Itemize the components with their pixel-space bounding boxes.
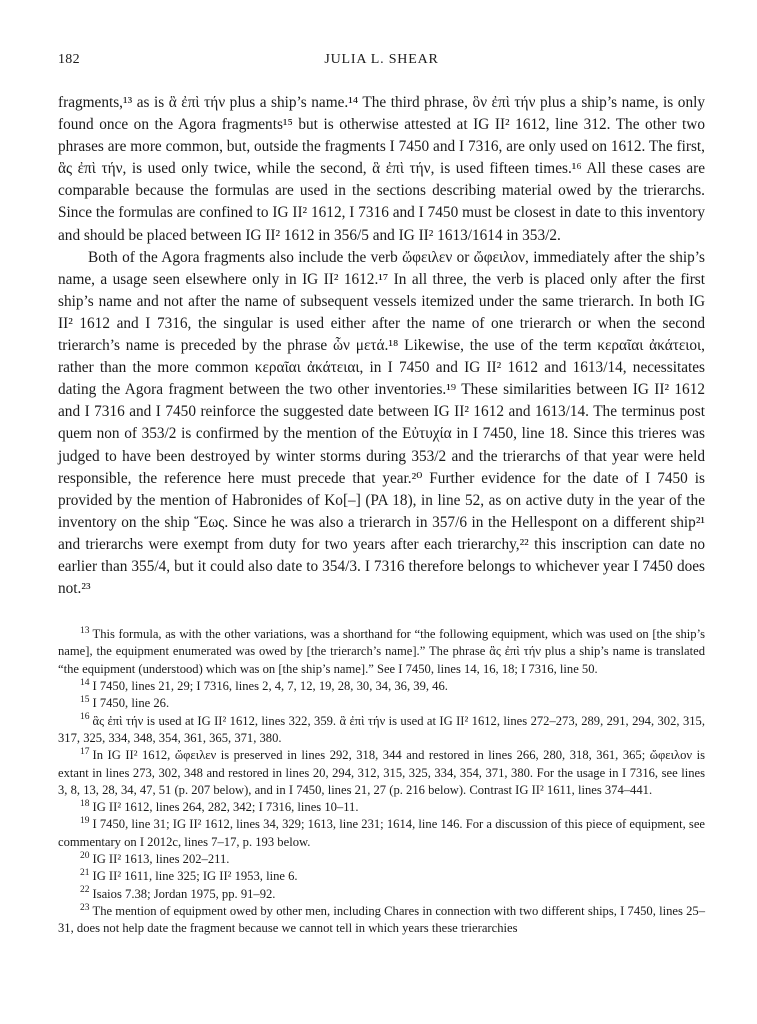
footnote-text: I 7450, line 31; IG II² 1612, lines 34, 329; 1613, line 231; 1614, line 146. For a discussion of this piece of equipment, see commentary on I 2012c, lines 7–17, p. 193 below. (58, 817, 705, 849)
footnote-text: ἃς ἐπὶ τήν is used at IG II² 1612, lines 322, 359. ἃ ἐπὶ τήν is used at IG II² 1612, lines 272–273, 289, 291, 294, 302, 315, 317, 325, 334, 348, 354, 361, 365, 371, 380. (58, 713, 705, 745)
footnote-22 (58, 886, 705, 903)
footnote-20 (58, 851, 705, 868)
footnote-number: 19 (80, 816, 90, 827)
footnote-text: In IG II² 1612, ὤφειλεν is preserved in lines 292, 318, 344 and restored in lines 266, 280, 318, 361, 365; ὤφειλον is extant in lines 273, 302, 348 and restored in lines 20, 294, 312, 315, 325, 334, 354, 371, 380. For the usage in I 7316, see lines 3, 8, 13, 28, 34, 47, 51 (p. 207 below), and in I 7450, lines 21, 27 (p. 216 below). Contrast IG II² 1611, lines 374–441. (58, 748, 705, 797)
footnote-number: 21 (80, 868, 90, 879)
footnote-23 (58, 903, 705, 938)
paragraph-2: Both of the Agora fragments also include the verb ὤφειλεν or ὤφειλον, immediately after the ship’s name, a usage seen elsewhere only in IG II² 1612.¹⁷ In all three, the verb is placed only after the first ship’s name and not after the name of subsequent vessels itemized under the same trierarch. In both IG II² 1612 and I 7316, the singular is used either after the name of one trierarch or when the second trierarch’s name is preceded by the phrase ὧν μετά.¹⁸ Likewise, the use of the term κεραῖαι ἀκάτειοι, rather than the more common κεραῖαι ἀκάτειαι, in I 7450 and IG II² 1612 and 1613/14, necessitates dating the Agora fragment between the two other inventories.¹⁹ These similarities between IG II² 1612 and I 7316 and I 7450 reinforce the suggested date between IG II² 1612 and 1613/14. The terminus post quem non of 353/2 is confirmed by the mention of the Εὐτυχία in I 7450, line 18. Since this trieres was judged to have been destroyed by winter storms during 353/2 and the trierarchs of that year were held responsible, the reference here must precede that year.²⁰ Further evidence for the date of I 7450 is provided by the mention of Habronides of Ko[–] (PA 18), in line 52, as on active duty in the year of the inventory on the ship Ἕως. Since he was also a trierarch in 357/6 in the Hellespont on a different ship²¹ and trierarchs were exempt from duty for two years after each trierarchy,²² this inscription can date no earlier than 355/4, but it could also date to 354/3. I 7316 therefore belongs to whichever year I 7450 does not.²³ (58, 248, 705, 598)
footnote-14 (58, 678, 705, 695)
footnote-number: 23 (80, 902, 90, 913)
footnote-text: I 7450, lines 21, 29; I 7316, lines 2, 4, 7, 12, 19, 28, 30, 34, 36, 39, 46. (92, 679, 448, 694)
footnote-number: 17 (80, 747, 90, 758)
running-header (58, 52, 705, 74)
footnote-15 (58, 695, 705, 712)
footnote-text: The mention of equipment owed by other men, including Chares in connection with two different ships, I 7450, lines 25–31, does not help date the fragment because we cannot tell in which years these trierarchies (58, 903, 705, 936)
footnote-number: 16 (80, 712, 90, 723)
footnote-text: IG II² 1612, lines 264, 282, 342; I 7316, lines 10–11. (92, 800, 359, 815)
footnote-text: I 7450, line 26. (92, 696, 170, 711)
footnote-number: 15 (80, 695, 90, 706)
footnote-text: IG II² 1611, line 325; IG II² 1953, line 6. (92, 869, 298, 884)
footnote-13 (58, 626, 705, 678)
body-text (58, 92, 705, 600)
footnote-19 (58, 816, 705, 851)
footnote-number: 22 (80, 885, 90, 896)
footnote-number: 20 (80, 850, 90, 861)
running-head-author: JULIA L. SHEAR (324, 52, 439, 67)
footnote-17 (58, 747, 705, 799)
footnote-18 (58, 799, 705, 816)
footnote-21 (58, 868, 705, 885)
footnote-number: 14 (80, 677, 90, 688)
footnote-text: Isaios 7.38; Jordan 1975, pp. 91–92. (92, 886, 276, 901)
page-number: 182 (58, 52, 80, 67)
footnotes (58, 626, 705, 937)
footnote-text: IG II² 1613, lines 202–211. (92, 852, 230, 867)
paragraph-1: fragments,¹³ as is ἃ ἐπὶ τήν plus a ship’s name.¹⁴ The third phrase, ὃν ἐπὶ τήν plus a ship’s name, is only found once on the Agora fragments¹⁵ but is otherwise attested at IG II² 1612, line 312. The other two phrases are more common, but, outside the fragments I 7450 and I 7316, are only used on 1612. The first, ἃς ἐπὶ τήν, is used only twice, while the second, ἃ ἐπὶ τήν, is used fifteen times.¹⁶ All these cases are comparable because the formulas are used in the sections describing material owed by the trierarchs. Since the formulas are confined to IG II² 1612, I 7316 and I 7450 must be closest in date to this inventory and should be placed between IG II² 1612 in 356/5 and IG II² 1613/1614 in 353/2. (58, 94, 705, 244)
footnote-16 (58, 713, 705, 748)
footnote-number: 18 (80, 798, 90, 809)
footnote-text: This formula, as with the other variations, was a shorthand for “the following equipment, which was used on [the ship’s name], the equipment enumerated was owed by [the trierarch’s name].” The phrase ἃς ἐπὶ τήν plus a ship’s name is translated “the equipment (understood) which was on [the ship’s name].” See I 7450, lines 14, 16, 18; I 7316, line 50. (58, 627, 705, 676)
footnote-number: 13 (80, 625, 90, 636)
